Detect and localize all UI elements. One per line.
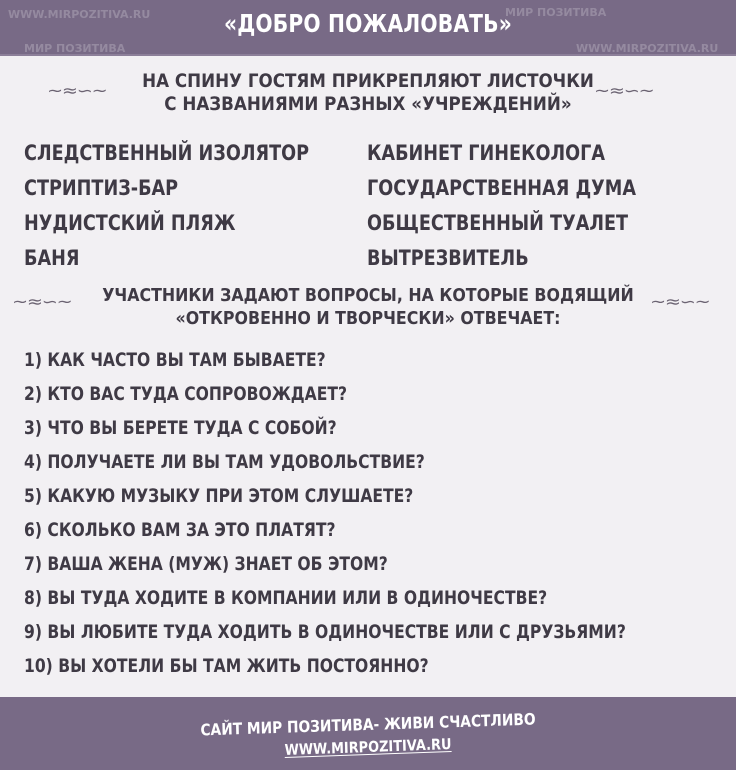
places-left-column <box>24 136 344 276</box>
question-item: 8) ВЫ ТУДА ХОДИТЕ В КОМПАНИИ ИЛИ В ОДИНОЧЕСТВЕ? <box>24 587 548 609</box>
intro-line-2: С НАЗВАНИЯМИ РАЗНЫХ «УЧРЕЖДЕНИЙ» <box>164 93 572 115</box>
top-banner <box>0 0 736 56</box>
watermark-text: МИР ПОЗИТИВА <box>24 42 126 55</box>
intro-line-1: НА СПИНУ ГОСТЯМ ПРИКРЕПЛЯЮТ ЛИСТОЧКИ <box>142 70 594 92</box>
question-item: 1) КАК ЧАСТО ВЫ ТАМ БЫВАЕТЕ? <box>24 349 326 371</box>
question-item: 2) КТО ВАС ТУДА СОПРОВОЖДАЕТ? <box>24 383 348 405</box>
place-item: СТРИПТИЗ-БАР <box>24 176 179 200</box>
question-item: 10) ВЫ ХОТЕЛИ БЫ ТАМ ЖИТЬ ПОСТОЯННО? <box>24 655 429 677</box>
place-item: ВЫТРЕЗВИТЕЛЬ <box>367 246 529 270</box>
question-item: 7) ВАША ЖЕНА (МУЖ) ЗНАЕТ ОБ ЭТОМ? <box>24 553 388 575</box>
question-item: 4) ПОЛУЧАЕТЕ ЛИ ВЫ ТАМ УДОВОЛЬСТВИЕ? <box>24 451 425 473</box>
watermark-text: МИР ПОЗИТИВА <box>505 6 607 19</box>
place-item: БАНЯ <box>24 246 80 270</box>
footer-link[interactable]: WWW.MIRPOZITIVA.RU <box>284 734 452 760</box>
place-item: ОБЩЕСТВЕННЫЙ ТУАЛЕТ <box>367 211 629 235</box>
question-item: 5) КАКУЮ МУЗЫКУ ПРИ ЭТОМ СЛУШАЕТЕ? <box>24 485 414 507</box>
place-item: КАБИНЕТ ГИНЕКОЛОГА <box>367 141 606 165</box>
places-right-column <box>367 136 687 276</box>
footer-slogan: САЙТ МИР ПОЗИТИВА- ЖИВИ СЧАСТЛИВО <box>200 709 536 740</box>
swirl-flourish-icon: ~≈∽~ <box>650 292 710 311</box>
swirl-flourish-icon: ~≈∽~ <box>594 81 654 100</box>
intro-section <box>0 70 736 116</box>
swirl-flourish-icon: ~≈∽~ <box>12 292 72 311</box>
question-item: 3) ЧТО ВЫ БЕРЕТЕ ТУДА С СОБОЙ? <box>24 417 337 439</box>
place-item: НУДИСТСКИЙ ПЛЯЖ <box>24 211 236 235</box>
watermark-text: WWW.MIRPOZITIVA.RU <box>576 42 719 55</box>
question-item: 9) ВЫ ЛЮБИТЕ ТУДА ХОДИТЬ В ОДИНОЧЕСТВЕ ИЛИ С ДРУЗЬЯМИ? <box>24 621 626 643</box>
page-title: «ДОБРО ПОЖАЛОВАТЬ» <box>223 9 513 38</box>
watermark-text: WWW.MIRPOZITIVA.RU <box>8 8 151 21</box>
bottom-banner <box>0 697 736 770</box>
swirl-flourish-icon: ~≈∽~ <box>47 81 107 100</box>
place-item: СЛЕДСТВЕННЫЙ ИЗОЛЯТОР <box>24 141 310 165</box>
questions-list <box>24 343 714 683</box>
question-item: 6) СКОЛЬКО ВАМ ЗА ЭТО ПЛАТЯТ? <box>24 519 336 541</box>
rules-line-2: «ОТКРОВЕННО И ТВОРЧЕСКИ» ОТВЕЧАЕТ: <box>175 308 561 329</box>
rules-section <box>0 284 736 330</box>
place-item: ГОСУДАРСТВЕННАЯ ДУМА <box>367 176 636 200</box>
places-list <box>24 136 714 272</box>
rules-line-1: УЧАСТНИКИ ЗАДАЮТ ВОПРОСЫ, НА КОТОРЫЕ ВОДЯЩИЙ <box>102 285 634 306</box>
